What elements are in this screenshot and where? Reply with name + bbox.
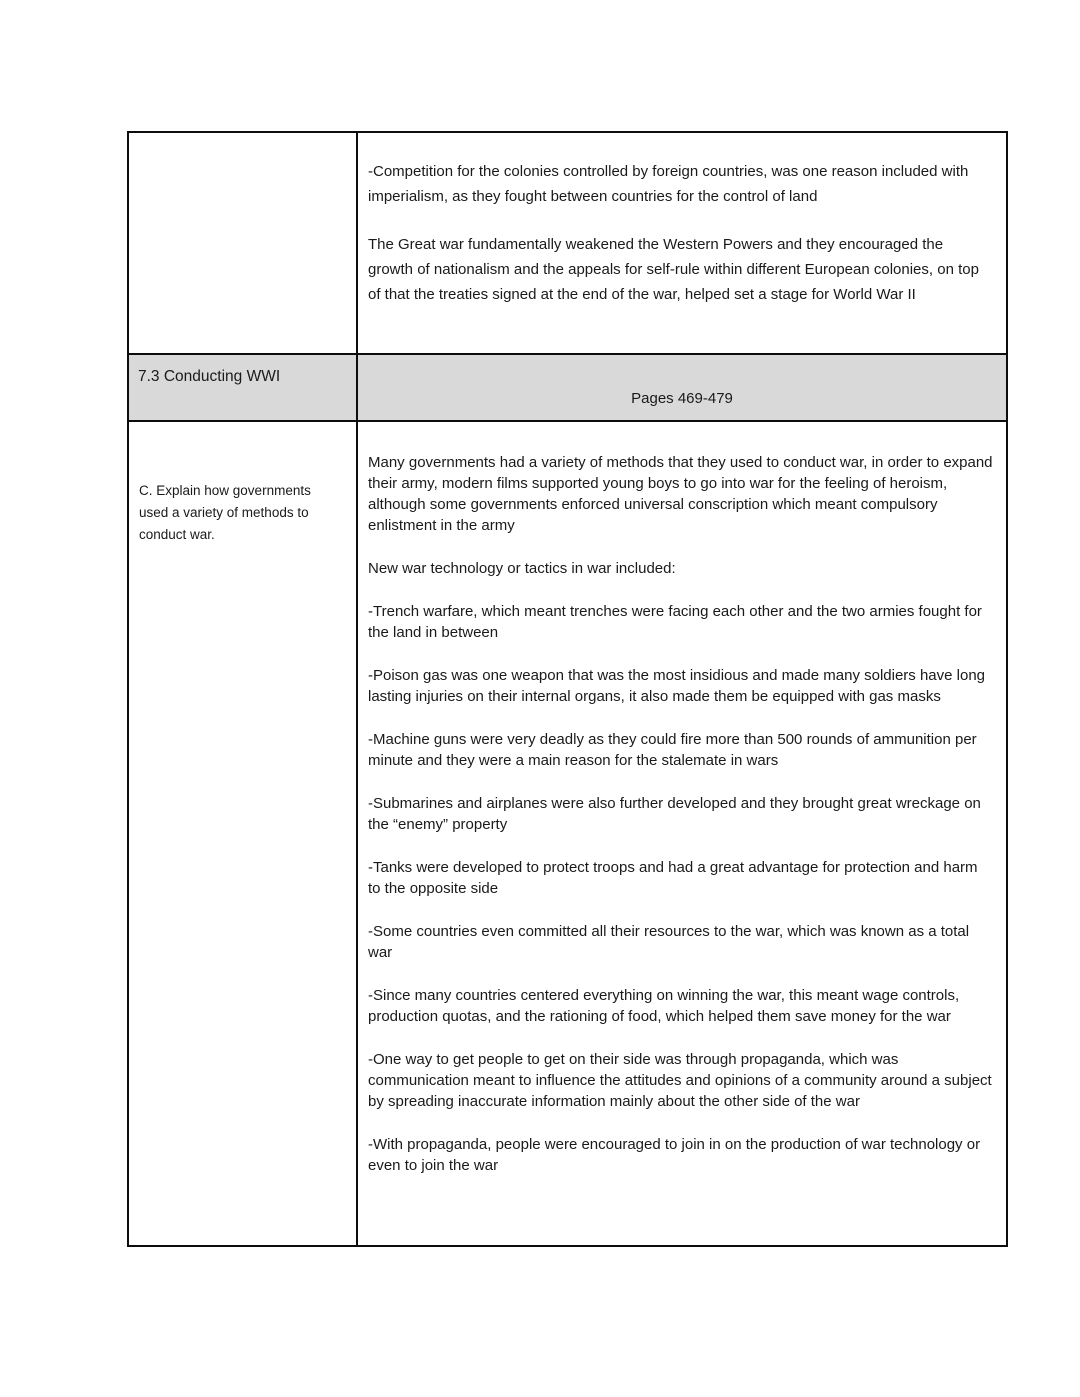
notes-table — [127, 131, 1008, 1247]
note-paragraph: The Great war fundamentally weakened the Western Powers and they encouraged the growth of nationalism and the appeals for self-rule within different European colonies, on top of that the treaties signed at the end of the war, helped set a stage for World War II — [368, 236, 979, 303]
note-paragraph: -With propaganda, people were encouraged to join in on the production of war technology or even to join the war — [368, 1136, 981, 1174]
note-paragraph: -Competition for the colonies controlled by foreign countries, was one reason included with imperialism, as they fought between countries for the control of land — [368, 163, 969, 205]
note-paragraph: -One way to get people to get on their side was through propaganda, which was communication meant to influence the attitudes and opinions of a community around a subject by spreading inaccurate information mainly about the other side of the war — [368, 1051, 992, 1110]
note-paragraph: -Poison gas was one weapon that was the most insidious and made many soldiers have long lasting injuries on their internal organs, it also made them be equipped with gas masks — [368, 667, 986, 705]
note-paragraph: -Since many countries centered everything on winning the war, this meant wage controls, production quotas, and the rationing of food, which helped them save money for the war — [368, 987, 960, 1025]
notes-cell — [358, 133, 1006, 353]
section-title-cell — [129, 355, 358, 420]
table-row-content — [129, 422, 1006, 1245]
section-pages-cell — [358, 355, 1006, 420]
note-paragraph: -Trench warfare, which meant trenches were facing each other and the two armies fought for the land in between — [368, 603, 982, 641]
table-row-section-header — [129, 355, 1006, 422]
term-cell-empty — [129, 133, 358, 353]
section-pages: Pages 469-479 — [631, 390, 733, 407]
note-paragraph: -Some countries even committed all their resources to the war, which was known as a total war — [368, 923, 970, 961]
notes-cell — [358, 422, 1006, 1245]
note-paragraph: New war technology or tactics in war included: — [368, 560, 676, 577]
note-paragraph: Many governments had a variety of methods that they used to conduct war, in order to expand their army, modern films supported young boys to go into war for the feeling of heroism, although some governments enforced universal conscription which meant compulsory enlistment in the army — [368, 454, 993, 534]
note-paragraph: -Tanks were developed to protect troops and had a great advantage for protection and harm to the opposite side — [368, 859, 978, 897]
table-row-continuation — [129, 133, 1006, 355]
note-paragraph: -Machine guns were very deadly as they could fire more than 500 rounds of ammunition per minute and they were a main reason for the stalemate in wars — [368, 731, 977, 769]
section-title: 7.3 Conducting WWI — [138, 368, 281, 385]
objective-text: C. Explain how governments used a variety of methods to conduct war. — [139, 483, 311, 542]
objective-cell — [129, 422, 358, 1245]
note-paragraph: -Submarines and airplanes were also further developed and they brought great wreckage on the “enemy” property — [368, 795, 981, 833]
